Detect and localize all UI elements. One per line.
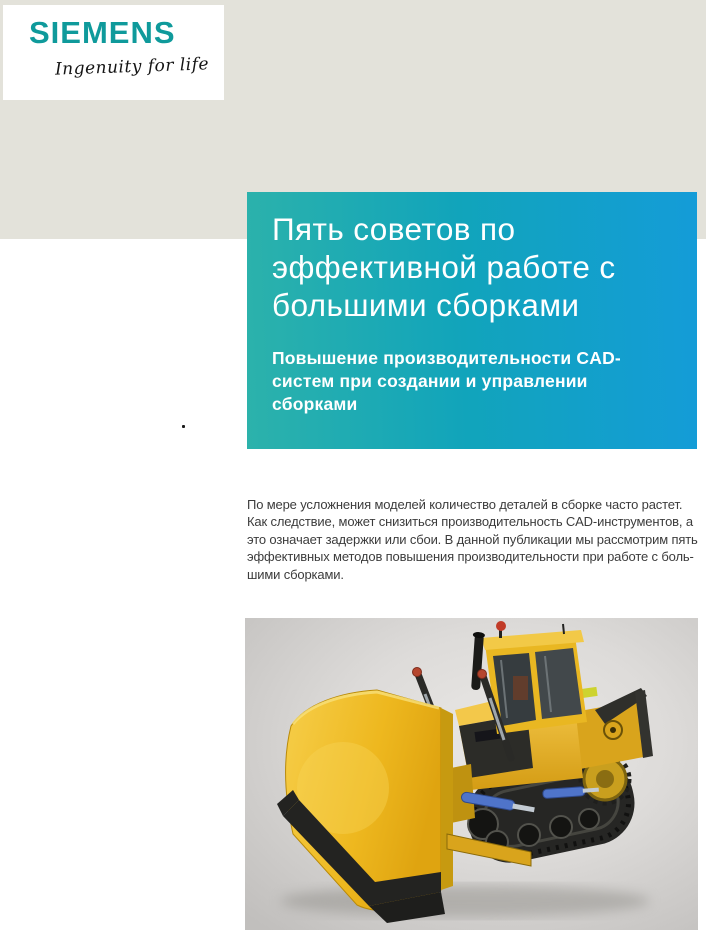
bulldozer-figure — [245, 618, 698, 930]
blade-edge-plate — [441, 708, 453, 890]
bulldozer-image — [245, 618, 698, 930]
title-line: большими сборками — [272, 287, 580, 323]
siemens-wordmark: SIEMENS — [29, 15, 176, 50]
subtitle-line: сборками — [272, 394, 358, 414]
intro-line: Как следствие, может снизиться производительность CAD-инструментов, а — [247, 514, 693, 530]
title-line: Пять советов по — [272, 211, 516, 247]
subtitle-line: Повышение производительности CAD- — [272, 348, 621, 368]
intro-line: эффективных методов повышения производительности при работе с боль- — [247, 549, 694, 565]
subtitle-line: систем при создании и управлении — [272, 371, 588, 391]
hero-title-panel — [247, 192, 697, 449]
intro-paragraph — [247, 496, 703, 583]
ground-shadow — [280, 885, 650, 917]
intro-line: шими сборками. — [247, 566, 344, 582]
siemens-logo — [3, 5, 224, 100]
stray-period-mark — [182, 425, 185, 428]
intro-line: это означает задержки или сбои. В данной публикации мы рассмотрим пять — [247, 531, 698, 547]
siemens-tagline: Ingenuity for life — [54, 54, 210, 80]
page-subtitle — [272, 347, 697, 416]
page-title — [272, 210, 697, 324]
title-line: эффективной работе с — [272, 249, 616, 285]
intro-line: По мере усложнения моделей количество деталей в сборке часто растет. — [247, 497, 683, 512]
antenna — [563, 624, 564, 634]
